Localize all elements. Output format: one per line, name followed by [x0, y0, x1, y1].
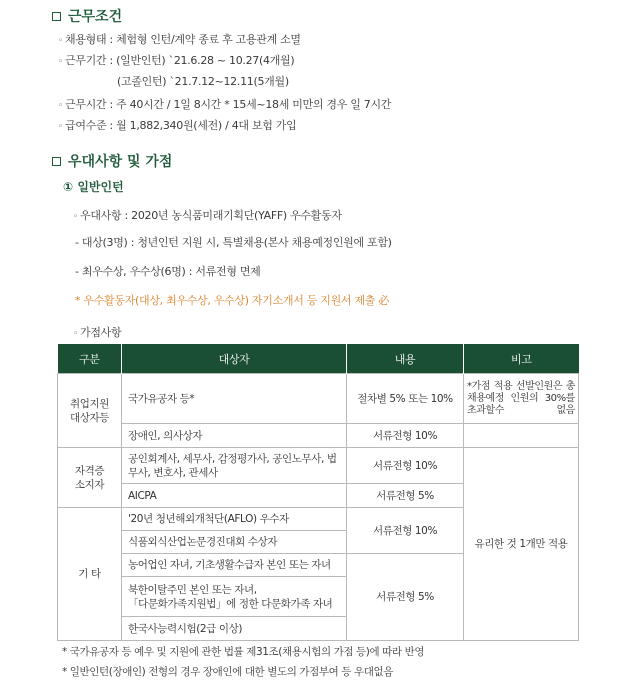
employment-type-line: ◦ 채용형태 : 체험형 인턴/계약 종료 후 고용관계 소멸	[58, 33, 301, 46]
preference-line: ◦ 우대사항 : 2020년 농식품미래기획단(YAFF) 우수활동자	[73, 209, 342, 222]
footnote-2: * 일반인턴(장애인) 전형의 경우 장애인에 대한 별도의 가점부여 등 우대없음	[62, 666, 393, 678]
footnote-1: * 국가유공자 등 예우 및 지원에 관한 법률 제31조(채용시험의 가점 등)에 따라 반영	[62, 646, 425, 658]
section-title-preferences	[52, 151, 172, 171]
work-hours-line: ◦ 근무시간 : 주 40시간 / 1일 8시간 * 15세~18세 미만의 경우 일 7시간	[58, 98, 392, 111]
salary-line: ◦ 급여수준 : 월 1,882,340원(세전) / 4대 보험 가입	[58, 119, 297, 132]
table-row	[58, 448, 579, 484]
square-bullet-icon	[52, 12, 61, 21]
bonus-points-label: ◦ 가점사항	[73, 326, 122, 339]
section-title-text: 우대사항 및 가점	[68, 154, 173, 170]
note-cell-empty	[464, 424, 579, 448]
content-cell: 서류전형 5%	[347, 554, 464, 641]
target-cell: 식품외식산업논문경진대회 수상자	[122, 531, 347, 554]
group-certificate-holders: 자격증 소지자	[58, 448, 122, 508]
group-others: 기 타	[58, 508, 122, 641]
table-header-row	[58, 344, 579, 374]
grand-prize-line: - 대상(3명) : 청년인턴 지원 시, 특별채용(본사 채용예정인원에 포함)	[75, 236, 392, 249]
general-intern-subtitle: ① 일반인턴	[63, 180, 124, 194]
target-cell: 북한이탈주민 본인 또는 자녀, 「다문화가족지원법」에 정한 다문화가족 자녀	[122, 577, 347, 617]
notice-line: * 우수활동자(대상, 최우수상, 우수상) 자기소개서 등 지원서 제출 必	[75, 294, 389, 307]
work-period-line: ◦ 근무기간 : (일반인턴) `21.6.28 ~ 10.27(4개월)	[58, 54, 295, 67]
target-cell: 농어업인 자녀, 기초생활수급자 본인 또는 자녀	[122, 554, 347, 577]
bullet-icon: ◦	[58, 36, 64, 46]
target-cell: 공인회계사, 세무사, 감정평가사, 공인노무사, 법무사, 변호사, 관세사	[122, 448, 347, 484]
bullet-icon: ◦	[58, 101, 64, 111]
table-row	[58, 374, 579, 424]
header-content: 내용	[347, 344, 464, 374]
header-note: 비고	[464, 344, 579, 374]
excellence-prize-line: - 최우수상, 우수상(6명) : 서류전형 면제	[75, 265, 261, 278]
square-bullet-icon	[52, 157, 61, 166]
note-cell: *가점 적용 선발인원은 총 채용예정 인원의 30%를 초과할수 없음	[464, 374, 579, 424]
target-cell: 장애인, 의사상자	[122, 424, 347, 448]
group-employment-support: 취업지원 대상자등	[58, 374, 122, 448]
table-row	[58, 424, 579, 448]
bullet-icon: ◦	[58, 57, 64, 67]
merged-note-cell: 유리한 것 1개만 적용	[464, 448, 579, 641]
bullet-icon: ◦	[73, 212, 79, 222]
target-cell: AICPA	[122, 484, 347, 508]
content-cell: 서류전형 10%	[347, 448, 464, 484]
bullet-icon: ◦	[73, 329, 79, 339]
target-cell: '20년 청년해외개척단(AFLO) 우수자	[122, 508, 347, 531]
header-category: 구분	[58, 344, 122, 374]
work-period-line-2: (고졸인턴) `21.7.12~12.11(5개월)	[117, 75, 289, 88]
content-cell: 서류전형 10%	[347, 508, 464, 554]
section-title-work-conditions	[52, 6, 122, 26]
target-cell: 국가유공자 등*	[122, 374, 347, 424]
section-title-text: 근무조건	[68, 9, 123, 25]
bullet-icon: ◦	[58, 122, 64, 132]
content-cell: 서류전형 10%	[347, 424, 464, 448]
target-cell: 한국사능력시험(2급 이상)	[122, 617, 347, 641]
content-cell: 절차별 5% 또는 10%	[347, 374, 464, 424]
content-cell: 서류전형 5%	[347, 484, 464, 508]
header-target: 대상자	[122, 344, 347, 374]
bonus-points-table	[57, 344, 579, 641]
